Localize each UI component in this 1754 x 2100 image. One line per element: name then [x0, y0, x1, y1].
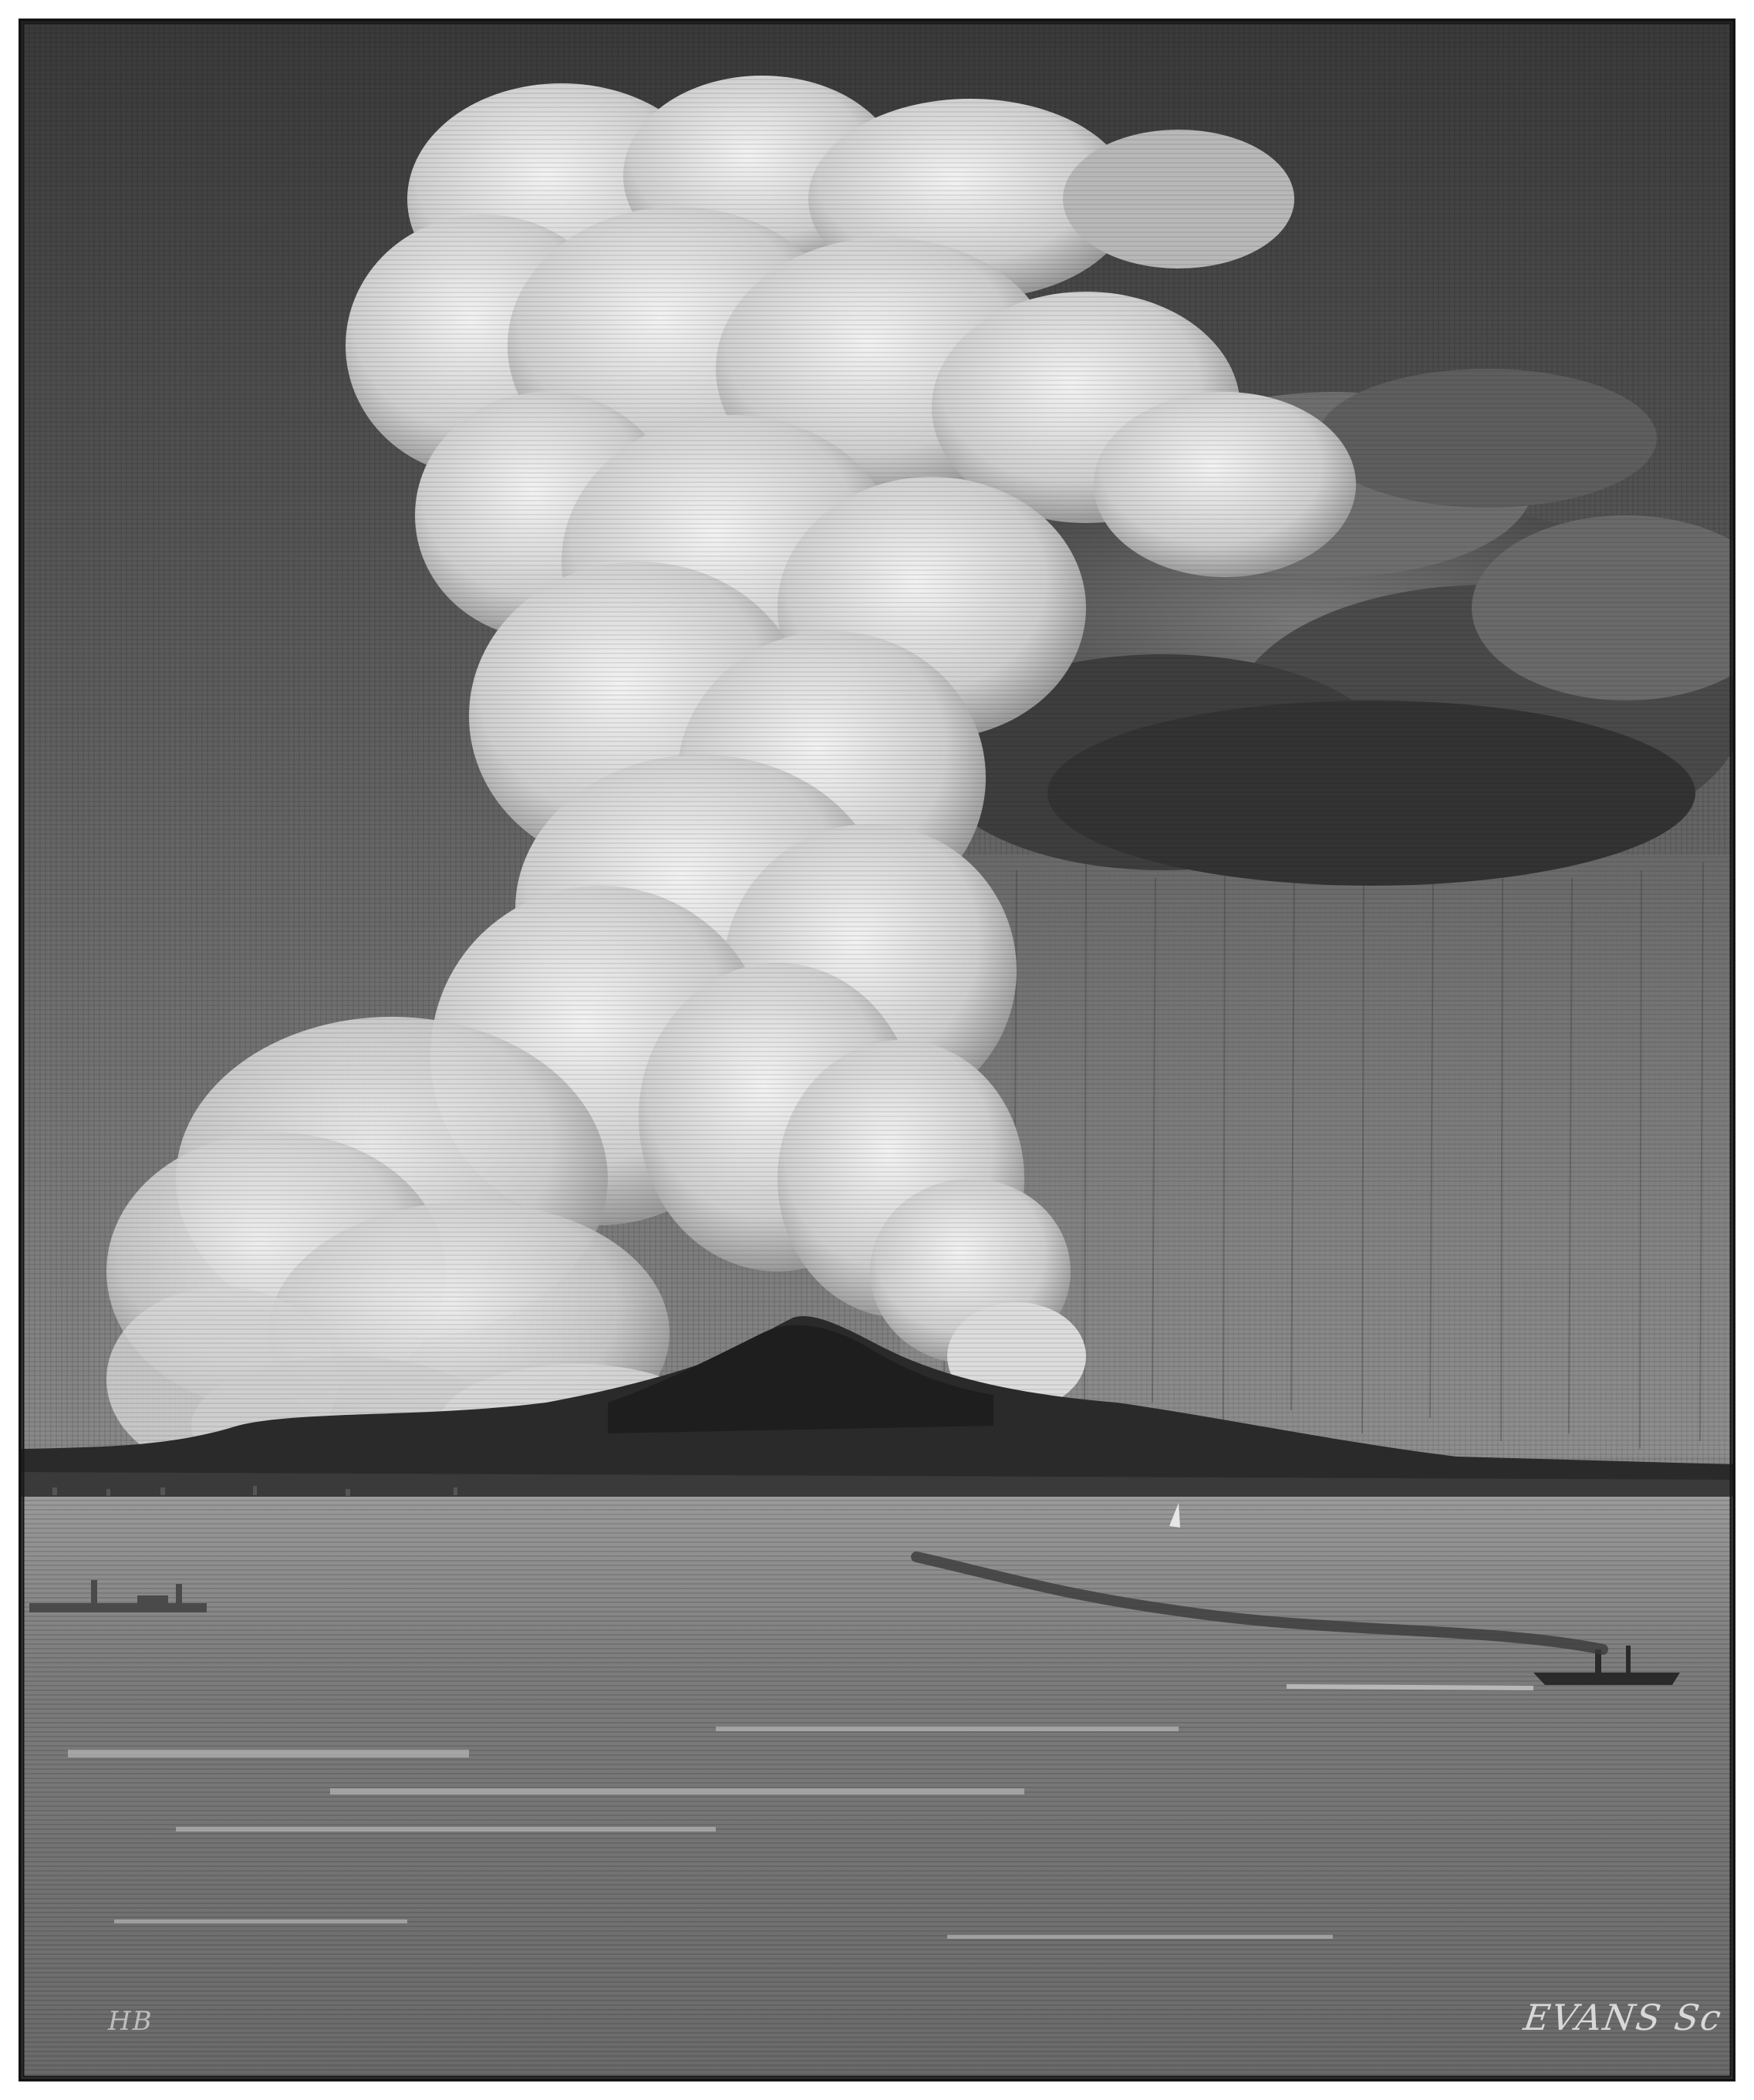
- engraving-frame: [19, 19, 1735, 2081]
- monogram: HB: [108, 2006, 153, 2037]
- volcano-eruption-engraving: [22, 22, 1732, 2078]
- engraver-signature: EVANS Sc: [1521, 1997, 1725, 2038]
